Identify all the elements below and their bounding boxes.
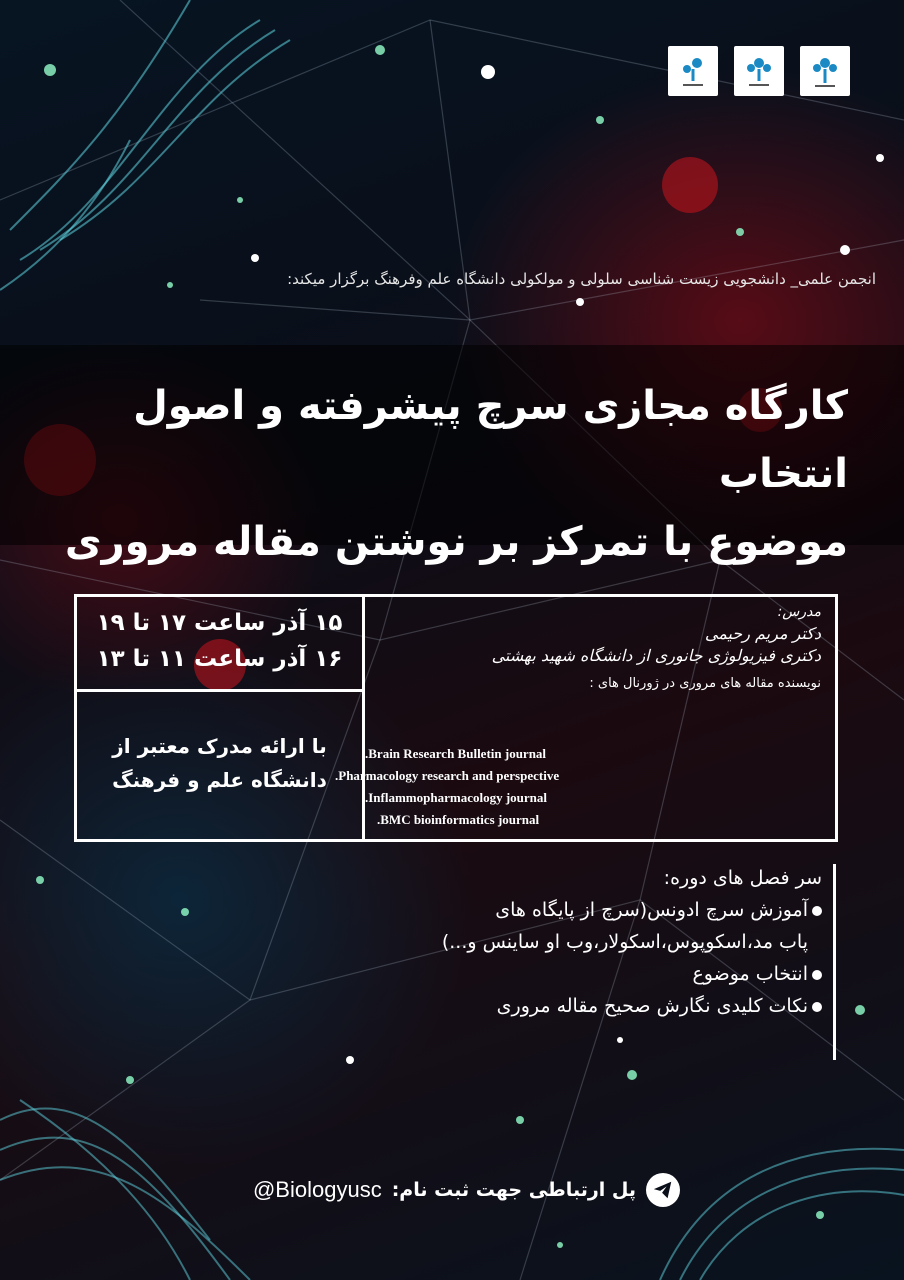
bullet-icon <box>812 906 822 916</box>
schedule-date-2: ۱۶ آذر ساعت ۱۱ تا ۱۳ <box>96 646 343 672</box>
university-logo-1 <box>800 46 850 96</box>
publications-label: نویسنده مقاله های مروری در ژورنال های : <box>589 676 821 691</box>
instructor-label: مدرس: <box>777 604 821 620</box>
title-line-2: موضوع با تمرکز بر نوشتن مقاله مروری <box>64 519 848 565</box>
journal-item: .Brain Research Bulletin journal <box>365 746 547 761</box>
syllabus-item-text: انتخاب موضوع <box>692 963 808 985</box>
workshop-title <box>28 372 848 576</box>
journal-list <box>335 743 665 831</box>
journal-item: .Pharmacology research and perspective <box>335 768 560 783</box>
instructor-info <box>371 601 821 695</box>
bullet-icon <box>812 1002 822 1012</box>
schedule-date-1: ۱۵ آذر ساعت ۱۷ تا ۱۹ <box>96 610 343 636</box>
registration-label: پل ارتباطی جهت ثبت نام: <box>391 1179 636 1201</box>
university-logo-3 <box>668 46 718 96</box>
university-logo-2 <box>734 46 784 96</box>
certificate-note <box>77 729 362 797</box>
syllabus-item <box>262 958 822 990</box>
university-logos <box>668 46 850 96</box>
syllabus-item-text: نکات کلیدی نگارش صحیح مقاله مروری <box>496 995 808 1017</box>
syllabus-item <box>262 894 822 926</box>
syllabus <box>262 862 822 1022</box>
syllabus-bar <box>833 864 836 1060</box>
info-box <box>74 594 838 842</box>
certificate-line-1: با ارائه مدرک معتبر از <box>112 734 327 758</box>
instructor-name: دکتر مریم رحیمی <box>704 624 821 643</box>
schedule <box>77 605 362 677</box>
syllabus-item <box>262 990 822 1022</box>
instructor-degree: دکتری فیزیولوژی جانوری از دانشگاه شهید بهشتی <box>491 646 821 665</box>
title-line-1: کارگاه مجازی سرچ پیشرفته و اصول انتخاب <box>133 383 848 497</box>
organizer-line: انجمن علمی_ دانشجویی زیست شناسی سلولی و مولکولی دانشگاه علم وفرهنگ برگزار میکند: <box>287 270 876 288</box>
certificate-line-2: دانشگاه علم و فرهنگ <box>112 768 327 792</box>
bullet-icon <box>812 970 822 980</box>
syllabus-heading: سر فصل های دوره: <box>663 867 822 889</box>
journal-item: .Inflammopharmacology journal <box>365 790 547 805</box>
syllabus-item-continuation: پاب مد،اسکوپوس،اسکولار،وب او ساینس و...) <box>441 931 808 953</box>
journal-item: .BMC bioinformatics journal <box>377 812 540 827</box>
info-box-divider-horizontal <box>77 689 362 692</box>
telegram-icon[interactable] <box>646 1173 680 1207</box>
syllabus-item-text: آموزش سرچ ادونس(سرچ از پایگاه های <box>495 899 808 921</box>
telegram-handle-link[interactable]: @Biologyusc <box>252 1177 382 1202</box>
registration-footer <box>210 1170 680 1210</box>
